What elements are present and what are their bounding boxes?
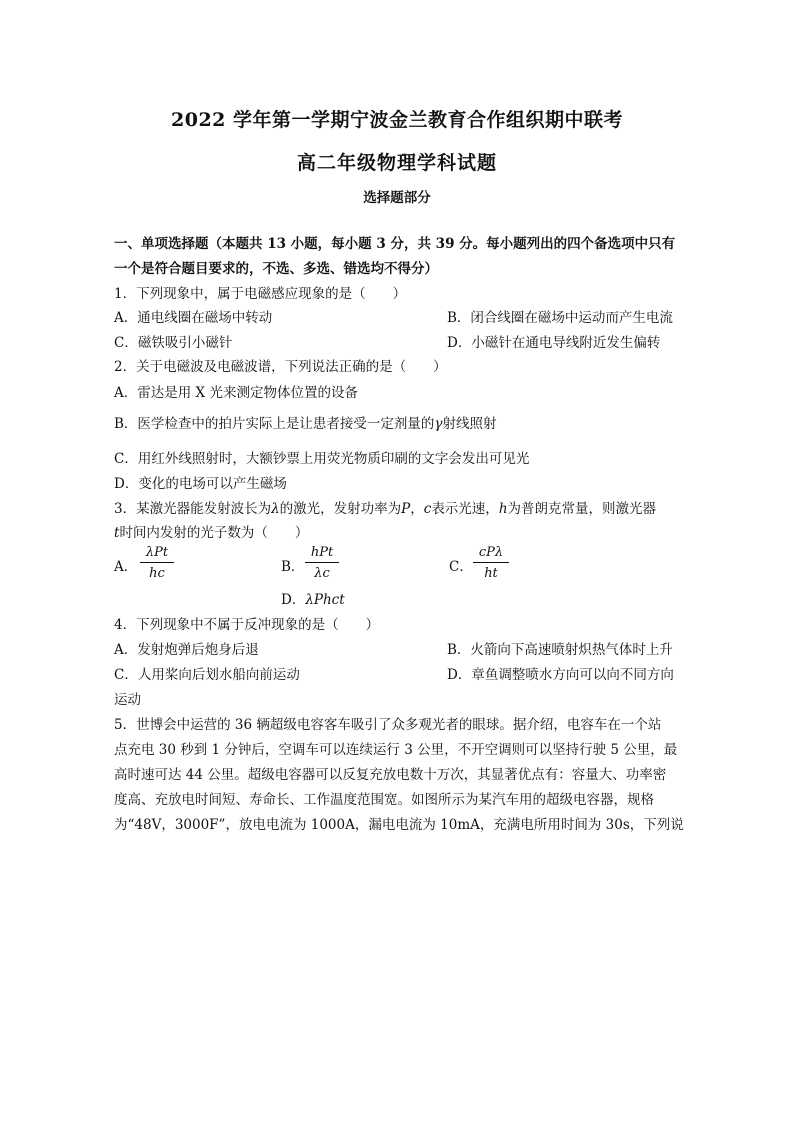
question-4-option-c: C．人用桨向后划水船向前运动 bbox=[114, 667, 300, 683]
exam-subtitle: 高二年级物理学科试题 bbox=[296, 152, 497, 174]
time-symbol: t bbox=[114, 525, 120, 541]
question-4-stem: 4．下列现象中不属于反冲现象的是（ ） bbox=[114, 617, 380, 633]
question-4-option-a: A．发射炮弹后炮身后退 bbox=[114, 642, 259, 658]
question-1-option-d: D．小磁针在通电导线附近发生偏转 bbox=[447, 335, 661, 351]
q3-text: 3．某激光器能发射波长为 bbox=[114, 501, 272, 517]
question-5-stem-line-1: 5．世博会中运营的 36 辆超级电容客车吸引了众多观光者的眼球。据介绍，电容车在一个站 bbox=[114, 717, 662, 733]
fraction-denominator: hc bbox=[149, 566, 165, 581]
question-1-option-c: C．磁铁吸引小磁针 bbox=[114, 335, 233, 351]
light-speed-symbol: c bbox=[423, 501, 432, 517]
q3-text: 表示光速， bbox=[431, 501, 499, 517]
question-3-stem-line-1 bbox=[114, 500, 656, 518]
question-3-option-a-label: A． bbox=[114, 559, 138, 575]
fraction-denominator: λc bbox=[314, 566, 330, 581]
option-expression: λPhct bbox=[305, 592, 345, 608]
question-1-option-a: A．通电线圈在磁场中转动 bbox=[114, 310, 273, 326]
question-5-stem-line-5: 为“48V，3000F”，放电电流为 1000A，漏电电流为 10mA，充满电所用时间为 30s，下列说 bbox=[114, 817, 684, 833]
question-2-stem: 2．关于电磁波及电磁波谱，下列说法正确的是（ ） bbox=[114, 359, 447, 375]
gamma-symbol: γ bbox=[434, 416, 443, 432]
fraction-numerator: hPt bbox=[305, 545, 339, 563]
question-2-option-b-text-end: 射线照射 bbox=[442, 416, 497, 432]
section-heading: 选择题部分 bbox=[363, 190, 431, 206]
lambda-symbol: λ bbox=[271, 501, 280, 517]
question-2-option-c: C．用红外线照射时，大额钞票上用荧光物质印刷的文字会发出可见光 bbox=[114, 451, 530, 467]
q3-text: 的激光，发射功率为 bbox=[279, 501, 402, 517]
question-3-option-b-label: B． bbox=[281, 559, 305, 575]
question-4-option-b: B．火箭向下高速喷射炽热气体时上升 bbox=[447, 642, 673, 658]
question-3-option-d bbox=[281, 591, 345, 609]
power-symbol: P bbox=[401, 501, 411, 517]
q3-text: 为普朗克常量，则激光器 bbox=[507, 501, 657, 517]
q3-text: 时间内发射的光子数为（ ） bbox=[119, 525, 309, 541]
question-5-stem-line-3: 高时速可达 44 公里。超级电容器可以反复充放电数十万次，其显著优点有：容量大、功率密 bbox=[114, 767, 667, 783]
exam-title: 2022 学年第一学期宁波金兰教育合作组织期中联考 bbox=[171, 109, 623, 131]
question-1-option-b: B．闭合线圈在磁场中运动而产生电流 bbox=[447, 310, 673, 326]
q3-text: ， bbox=[410, 501, 424, 517]
question-5-stem-line-2: 点充电 30 秒到 1 分钟后，空调车可以连续运行 3 公里，不开空调则可以坚持行驶 5 公里，最 bbox=[114, 742, 678, 758]
question-2-option-d: D．变化的电场可以产生磁场 bbox=[114, 476, 287, 492]
question-4-option-d-continued: 运动 bbox=[114, 692, 141, 708]
question-3-option-c-label: C． bbox=[449, 559, 473, 575]
question-2-option-b bbox=[114, 415, 497, 433]
fraction-denominator: ht bbox=[484, 566, 498, 581]
fraction-numerator: cPλ bbox=[473, 545, 509, 563]
instructions-line-2: 一个是符合题目要求的，不选、多选、错选均不得分） bbox=[114, 261, 438, 277]
question-3-option-b-fraction bbox=[305, 545, 339, 581]
question-4-option-d: D．章鱼调整喷水方向可以向不同方向 bbox=[447, 667, 674, 683]
question-1-stem: 1．下列现象中，属于电磁感应现象的是（ ） bbox=[114, 286, 407, 302]
planck-symbol: h bbox=[498, 501, 508, 517]
instructions-line-1: 一、单项选择题（本题共 13 小题，每小题 3 分，共 39 分。每小题列出的四个备选项中只有 bbox=[114, 236, 676, 252]
question-2-option-a: A．雷达是用 X 光来测定物体位置的设备 bbox=[114, 385, 358, 401]
question-3-option-c-fraction bbox=[473, 545, 509, 581]
question-2-option-b-text: B．医学检查中的拍片实际上是让患者接受一定剂量的 bbox=[114, 416, 435, 432]
question-3-stem-line-2 bbox=[114, 524, 308, 542]
option-label: D． bbox=[281, 592, 306, 608]
question-5-stem-line-4: 度高、充放电时间短、寿命长、工作温度范围宽。如图所示为某汽车用的超级电容器，规格 bbox=[114, 792, 654, 808]
question-3-option-a-fraction bbox=[140, 545, 174, 581]
fraction-numerator: λPt bbox=[140, 545, 174, 563]
